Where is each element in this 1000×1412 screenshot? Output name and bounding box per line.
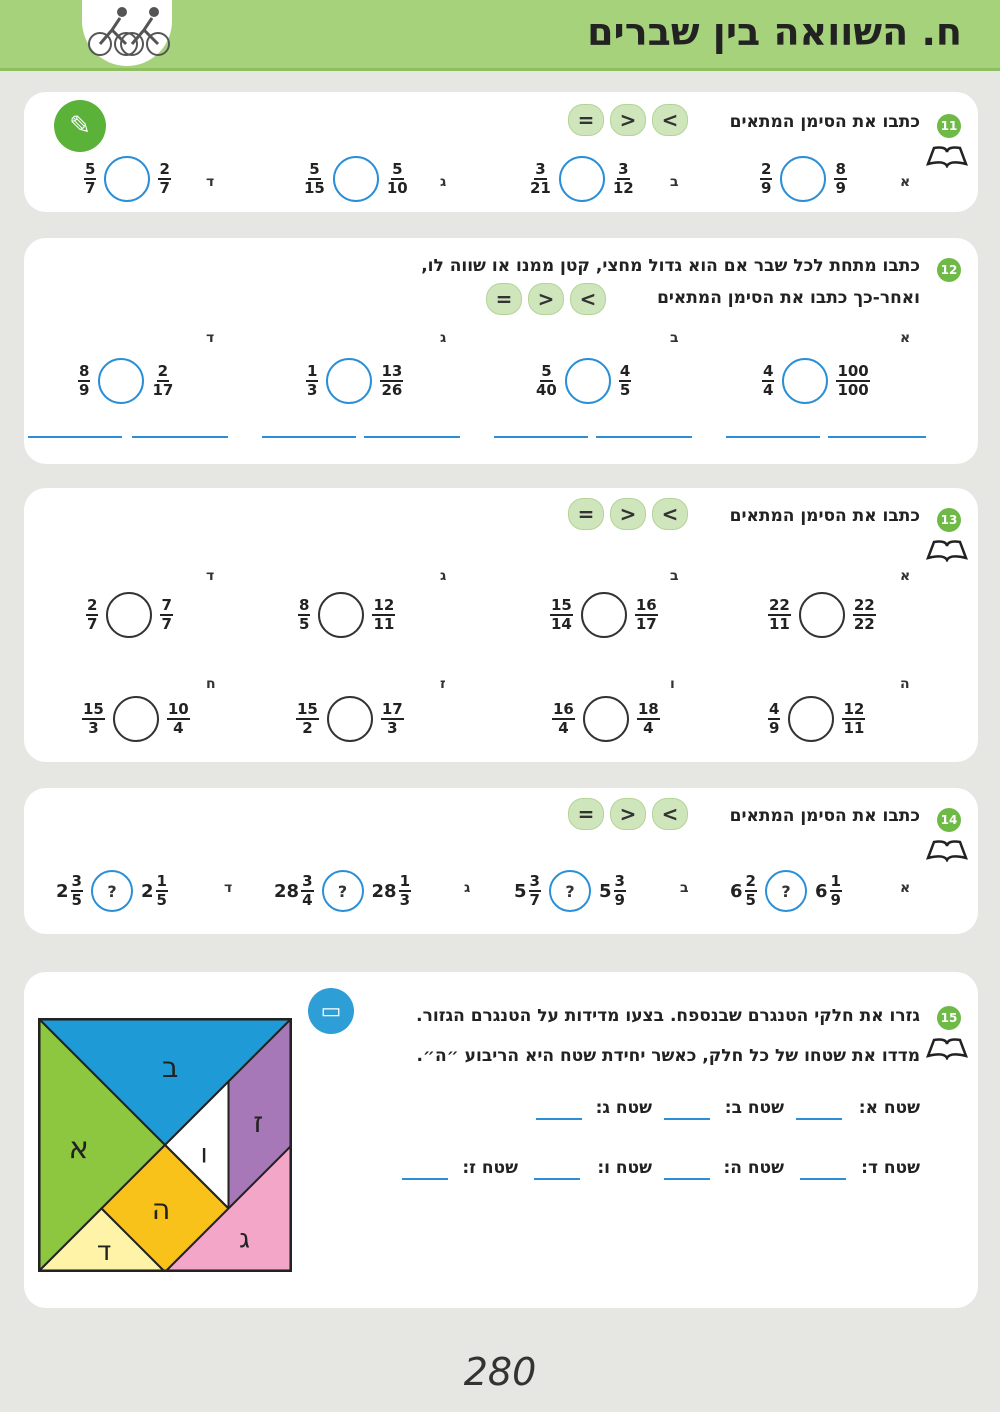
fraction: $\frac{10}{4}$	[167, 700, 189, 737]
item-letter: ה	[900, 676, 910, 692]
fraction: $\frac{22}{22}$	[853, 596, 875, 633]
answer-line[interactable]	[828, 436, 926, 438]
answer-line[interactable]	[132, 436, 228, 438]
tangram-label-d: ד	[96, 1235, 112, 1267]
less-sign: <	[652, 498, 688, 530]
fraction: $\frac{16}{4}$	[553, 700, 574, 737]
compare-item	[760, 156, 847, 202]
tangram-label-e: ה	[151, 1193, 171, 1227]
fraction: $\frac{22}{11}$	[769, 596, 790, 633]
question-14-card	[24, 788, 978, 934]
fraction: $\frac{17}{3}$	[381, 700, 403, 737]
area-field: שטח ד:	[861, 1158, 920, 1178]
answer-circle[interactable]	[780, 156, 826, 202]
answer-circle[interactable]	[326, 358, 372, 404]
sign-choices	[568, 498, 688, 530]
answer-line[interactable]	[796, 1118, 842, 1120]
compare-item	[536, 358, 631, 404]
question-number: 11	[937, 114, 961, 138]
fraction: $\frac{5}{10}$	[386, 160, 408, 197]
compare-item	[306, 358, 403, 404]
instruction: כתבו את הסימן המתאים	[729, 506, 920, 526]
area-field: שטח א:	[858, 1098, 920, 1118]
fraction: $\frac{15}{3}$	[83, 700, 104, 737]
item-letter: א	[900, 330, 911, 346]
compare-item	[274, 870, 411, 912]
item-letter: ד	[206, 330, 215, 346]
answer-circle[interactable]	[106, 592, 152, 638]
book-icon	[926, 538, 968, 562]
tangram-label-a: א	[68, 1131, 89, 1167]
tangram-label-c: ג	[239, 1223, 251, 1255]
answer-line[interactable]	[28, 436, 122, 438]
instruction-line-1: גזרו את חלקי הטנגרם שבנספח. בצעו מדידות על הטנגרם הגזור.	[416, 1006, 920, 1026]
fraction: $\frac{4}{9}$	[769, 700, 780, 737]
item-letter: א	[900, 880, 911, 896]
compare-item	[84, 156, 171, 202]
compare-item	[296, 696, 404, 742]
compare-item	[78, 358, 173, 404]
area-field: שטח ב:	[724, 1098, 784, 1118]
answer-line[interactable]	[534, 1178, 580, 1180]
item-letter: ז	[440, 676, 446, 692]
fraction: $\frac{4}{5}$	[619, 362, 631, 399]
fraction: $\frac{3}{12}$	[612, 160, 634, 197]
answer-line[interactable]	[800, 1178, 846, 1180]
answer-circle[interactable]	[327, 696, 373, 742]
instruction: כתבו את הסימן המתאים	[729, 806, 920, 826]
compare-item	[768, 592, 876, 638]
page-number: 280	[463, 1350, 537, 1394]
equal-sign: =	[568, 798, 604, 830]
item-letter: ח	[206, 676, 216, 692]
answer-circle[interactable]	[559, 156, 605, 202]
fraction: $\frac{3}{21}$	[530, 160, 551, 197]
fraction: $\frac{2}{7}$	[159, 160, 170, 197]
mixed-number: 2 $\frac{1}{5}$	[140, 872, 167, 909]
fraction: $\frac{15}{14}$	[551, 596, 572, 633]
compare-item	[552, 696, 660, 742]
page-header	[0, 0, 1000, 71]
instruction-line-2: ואחר-כך כתבו את הסימן המתאים	[657, 288, 920, 308]
item-letter: ד	[206, 174, 215, 190]
mixed-number: 28 $\frac{3}{4}$	[274, 872, 313, 909]
sign-choices	[486, 283, 606, 315]
instruction-line-2: מדדו את שטחו של כל חלק, כאשר יחידת שטח היא הריבוע ״ה״.	[416, 1046, 920, 1066]
area-field: שטח ה:	[723, 1158, 784, 1178]
answer-line[interactable]	[664, 1118, 710, 1120]
answer-circle[interactable]	[98, 358, 144, 404]
answer-circle[interactable]	[581, 592, 627, 638]
fraction: $\frac{8}{5}$	[299, 596, 310, 633]
greater-sign: >	[610, 798, 646, 830]
answer-circle[interactable]	[104, 156, 150, 202]
item-letter: ג	[440, 174, 447, 190]
compare-item	[56, 870, 168, 912]
answer-circle[interactable]: ?	[91, 870, 133, 912]
item-letter: א	[900, 568, 911, 584]
item-letter: ד	[206, 568, 215, 584]
greater-sign: >	[528, 283, 564, 315]
less-sign: <	[652, 798, 688, 830]
mixed-number: 6 $\frac{1}{9}$	[814, 872, 841, 909]
equal-sign: =	[568, 498, 604, 530]
item-letter: ב	[670, 568, 679, 584]
instruction: כתבו את הסימן המתאים	[729, 112, 920, 132]
question-11-card	[24, 92, 978, 212]
sign-choices	[568, 798, 688, 830]
mixed-number: 2 $\frac{3}{5}$	[56, 872, 82, 909]
fraction: $\frac{16}{17}$	[635, 596, 657, 633]
fraction: $\frac{5}{40}$	[536, 362, 557, 399]
fraction: $\frac{15}{2}$	[297, 700, 318, 737]
answer-circle[interactable]	[565, 358, 611, 404]
item-letter: ג	[440, 568, 447, 584]
compare-item	[762, 358, 870, 404]
fraction: $\frac{12}{11}$	[843, 700, 865, 737]
answer-circle[interactable]: ?	[765, 870, 807, 912]
compare-item	[86, 592, 173, 638]
fraction: $\frac{1}{3}$	[307, 362, 318, 399]
answer-line[interactable]	[664, 1178, 710, 1180]
item-letter: ו	[670, 676, 675, 692]
answer-line[interactable]	[364, 436, 460, 438]
fraction: $\frac{8}{9}$	[835, 160, 846, 197]
fraction: $\frac{5}{15}$	[304, 160, 325, 197]
mixed-number: 5 $\frac{3}{7}$	[514, 872, 540, 909]
answer-circle[interactable]	[333, 156, 379, 202]
compare-item	[550, 592, 658, 638]
compare-item	[514, 870, 626, 912]
answer-circle[interactable]	[782, 358, 828, 404]
item-letter: ד	[224, 880, 233, 896]
tangram-figure	[38, 1018, 292, 1272]
cyclists-icon	[82, 0, 172, 66]
item-letter: ב	[670, 330, 679, 346]
question-number: 15	[937, 1006, 961, 1030]
tangram-label-g: ז	[253, 1105, 264, 1139]
answer-line[interactable]	[402, 1178, 448, 1180]
compare-item	[304, 156, 408, 202]
fraction: $\frac{7}{7}$	[161, 596, 172, 633]
fraction: $\frac{8}{9}$	[79, 362, 90, 399]
equal-sign: =	[568, 104, 604, 136]
equal-sign: =	[486, 283, 522, 315]
compare-item	[768, 696, 865, 742]
greater-sign: >	[610, 104, 646, 136]
presentation-board-icon[interactable]: ▭	[308, 988, 354, 1034]
compare-item	[530, 156, 634, 202]
book-icon	[926, 144, 968, 168]
answer-circle[interactable]	[583, 696, 629, 742]
answer-circle[interactable]	[799, 592, 845, 638]
answer-circle[interactable]: ?	[322, 870, 364, 912]
question-number: 14	[937, 808, 961, 832]
fraction: $\frac{2}{7}$	[87, 596, 98, 633]
answer-line[interactable]	[536, 1118, 582, 1120]
question-15-card	[24, 972, 978, 1308]
answer-circle[interactable]: ?	[549, 870, 591, 912]
area-field: שטח ו:	[597, 1158, 652, 1178]
fraction: $\frac{5}{7}$	[85, 160, 96, 197]
pencil-icon[interactable]: ✎	[54, 100, 106, 152]
answer-line[interactable]	[726, 436, 820, 438]
fraction: $\frac{18}{4}$	[637, 700, 659, 737]
tangram-label-b: ב	[161, 1050, 179, 1084]
question-number: 13	[937, 508, 961, 532]
answer-line[interactable]	[262, 436, 356, 438]
fraction: $\frac{2}{9}$	[761, 160, 772, 197]
instruction-line-1: כתבו מתחת לכל שבר אם הוא גדול מחצי, קטן ממנו או שווה לו,	[421, 256, 920, 276]
question-12-card	[24, 238, 978, 464]
answer-circle[interactable]	[788, 696, 834, 742]
item-letter: ב	[680, 880, 689, 896]
fraction: $\frac{13}{26}$	[381, 362, 403, 399]
page-title: ח. השוואה בין שברים	[587, 10, 962, 54]
compare-item	[298, 592, 395, 638]
answer-line[interactable]	[494, 436, 588, 438]
question-number: 12	[937, 258, 961, 282]
item-letter: ג	[464, 880, 471, 896]
answer-line[interactable]	[596, 436, 692, 438]
mixed-number: 6 $\frac{2}{5}$	[730, 872, 756, 909]
answer-circle[interactable]	[318, 592, 364, 638]
tangram-label-f: ו	[200, 1138, 208, 1170]
mixed-number: 5 $\frac{3}{9}$	[598, 872, 625, 909]
fraction: $\frac{4}{4}$	[763, 362, 774, 399]
less-sign: <	[570, 283, 606, 315]
fraction: $\frac{100}{100}$	[837, 362, 869, 399]
item-letter: ג	[440, 330, 447, 346]
mixed-number: 28 $\frac{1}{3}$	[371, 872, 410, 909]
book-icon	[926, 838, 968, 862]
compare-item	[82, 696, 190, 742]
fraction: $\frac{2}{17}$	[152, 362, 174, 399]
answer-circle[interactable]	[113, 696, 159, 742]
greater-sign: >	[610, 498, 646, 530]
sign-choices	[568, 104, 688, 136]
item-letter: ב	[670, 174, 679, 190]
question-13-card	[24, 488, 978, 762]
book-icon	[926, 1036, 968, 1060]
less-sign: <	[652, 104, 688, 136]
area-field: שטח ז:	[462, 1158, 518, 1178]
fraction: $\frac{12}{11}$	[373, 596, 395, 633]
area-field: שטח ג:	[595, 1098, 652, 1118]
item-letter: א	[900, 174, 911, 190]
compare-item	[730, 870, 842, 912]
